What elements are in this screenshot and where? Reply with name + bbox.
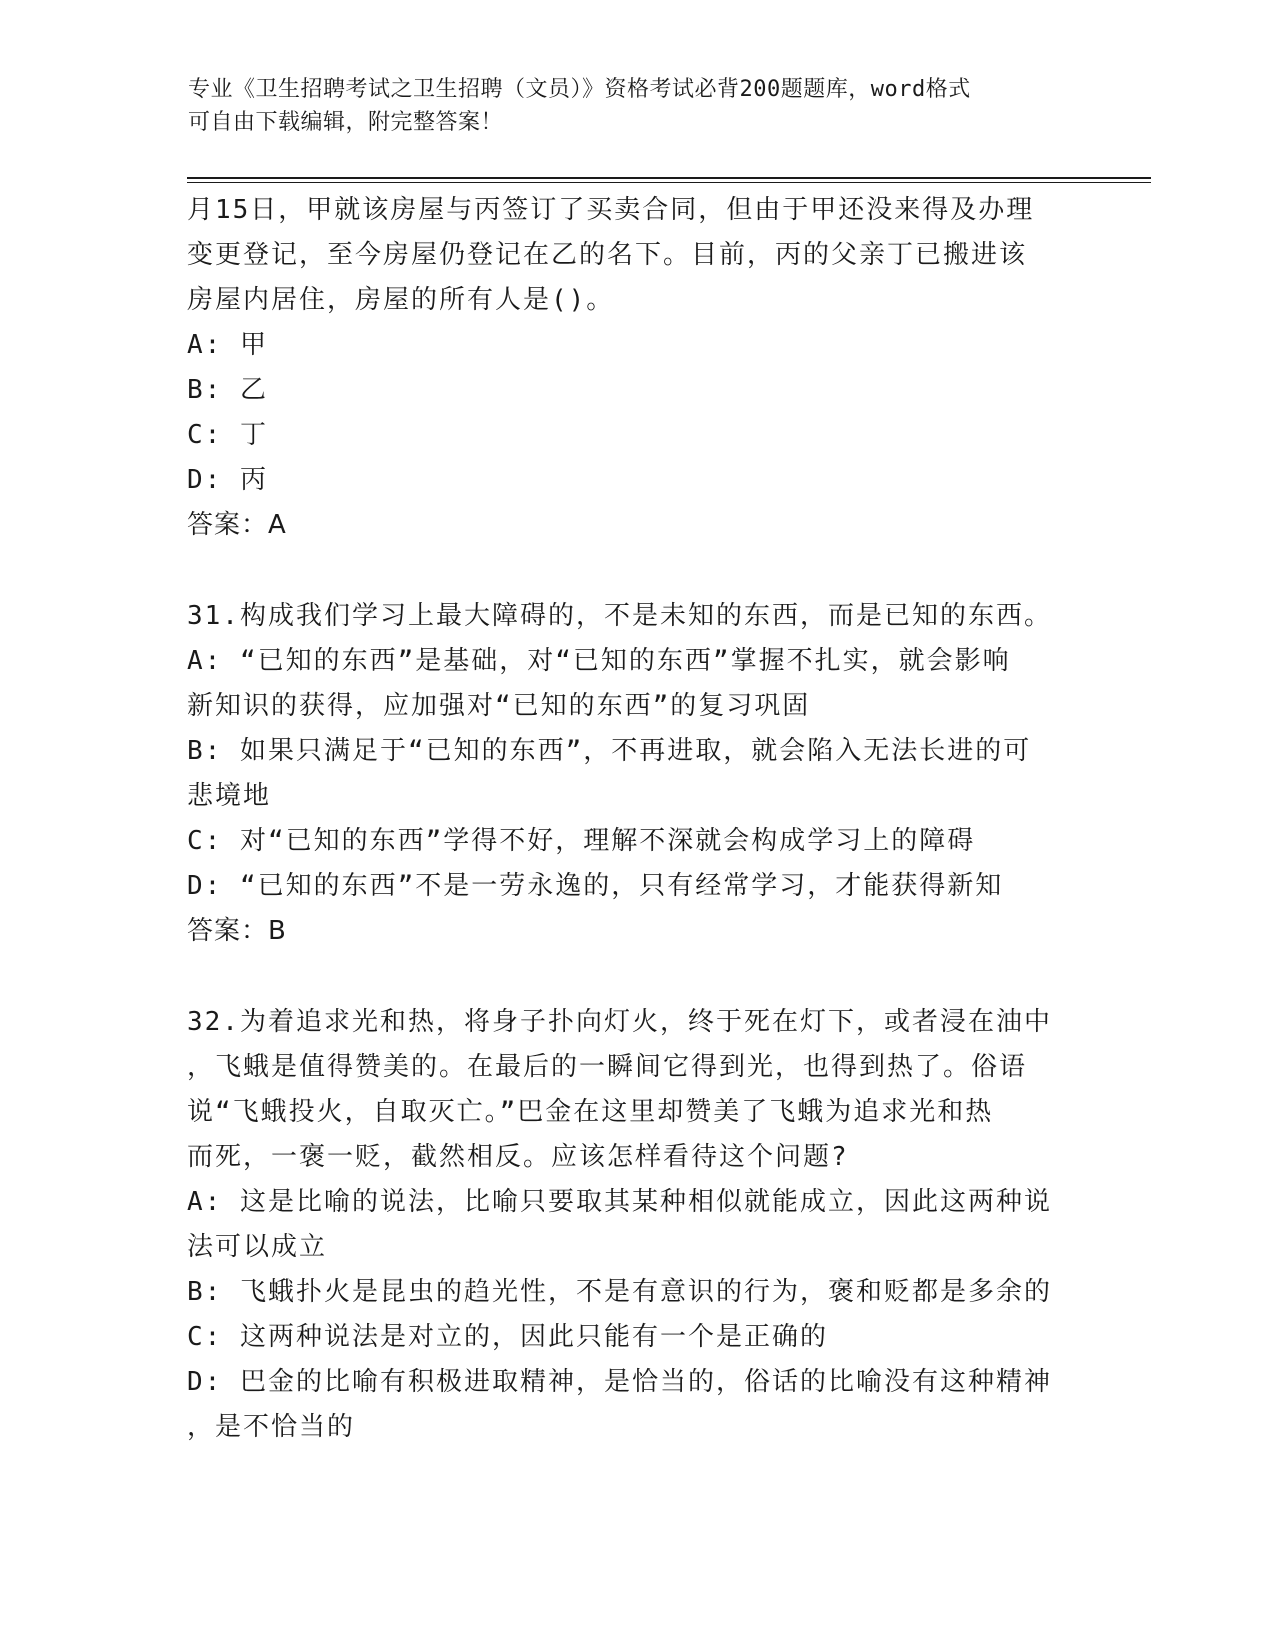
question-30-option-a: A: 甲 [187, 330, 268, 360]
question-31-option-c: C: 对“已知的东西”学得不好，理解不深就会构成学习上的障碍 [187, 826, 976, 856]
question-32-stem-line-1: 32.为着追求光和热，将身子扑向灯火，终于死在灯下，或者浸在油中 [187, 1007, 1052, 1037]
question-32-option-c: C: 这两种说法是对立的，因此只能有一个是正确的 [187, 1322, 828, 1352]
question-32-stem-line-2: ，飞蛾是值得赞美的。在最后的一瞬间它得到光，也得到热了。俗语 [187, 1052, 1028, 1082]
question-32-stem-line-3: 说“飞蛾投火，自取灭亡。”巴金在这里却赞美了飞蛾为追求光和热 [187, 1097, 994, 1127]
question-30-answer: 答案：A [187, 510, 287, 540]
question-31-option-a-line-2: 新知识的获得，应加强对“已知的东西”的复习巩固 [187, 691, 811, 721]
question-31 [187, 594, 1087, 954]
question-30-option-c: C: 丁 [187, 420, 268, 450]
question-31-answer: 答案：B [187, 916, 287, 946]
question-30-stem-line-1: 月15日，甲就该房屋与丙签订了买卖合同，但由于甲还没来得及办理 [187, 195, 1035, 225]
spacer [187, 954, 1087, 1000]
question-31-stem-line-1: 31.构成我们学习上最大障碍的，不是未知的东西，而是已知的东西。 [187, 601, 1052, 631]
question-32-option-a-line-1: A: 这是比喻的说法，比喻只要取其某种相似就能成立，因此这两种说 [187, 1187, 1052, 1217]
question-32-option-d-line-1: D: 巴金的比喻有积极进取精神，是恰当的，俗话的比喻没有这种精神 [187, 1367, 1052, 1397]
header-rule-thin [187, 182, 1151, 183]
header-line-1: 专业《卫生招聘考试之卫生招聘（文员）》资格考试必背200题题库，word格式 [188, 77, 971, 102]
document-header [188, 73, 1068, 139]
question-30-stem-line-3: 房屋内居住，房屋的所有人是()。 [187, 285, 615, 315]
question-32-option-d-line-2: ，是不恰当的 [187, 1412, 356, 1442]
question-32 [187, 1000, 1087, 1450]
question-30 [187, 188, 1087, 548]
question-31-option-b-line-1: B: 如果只满足于“已知的东西”，不再进取，就会陷入无法长进的可 [187, 736, 1032, 766]
question-31-option-b-line-2: 悲境地 [187, 781, 272, 811]
spacer [187, 548, 1087, 594]
question-30-option-b: B: 乙 [187, 375, 268, 405]
question-30-stem-line-2: 变更登记，至今房屋仍登记在乙的名下。目前，丙的父亲丁已搬进该 [187, 240, 1028, 270]
question-32-option-a-line-2: 法可以成立 [187, 1232, 328, 1262]
header-line-2: 可自由下载编辑，附完整答案！ [188, 110, 504, 135]
question-32-option-b: B: 飞蛾扑火是昆虫的趋光性，不是有意识的行为，褒和贬都是多余的 [187, 1277, 1052, 1307]
question-31-option-d: D: “已知的东西”不是一劳永逸的，只有经常学习，才能获得新知 [187, 871, 1004, 901]
question-30-option-d: D: 丙 [187, 465, 268, 495]
question-32-stem-line-4: 而死，一褒一贬，截然相反。应该怎样看待这个问题? [187, 1142, 849, 1172]
question-31-option-a-line-1: A: “已知的东西”是基础，对“已知的东西”掌握不扎实，就会影响 [187, 646, 1011, 676]
question-content [187, 188, 1087, 1450]
header-rule-thick [187, 177, 1151, 179]
